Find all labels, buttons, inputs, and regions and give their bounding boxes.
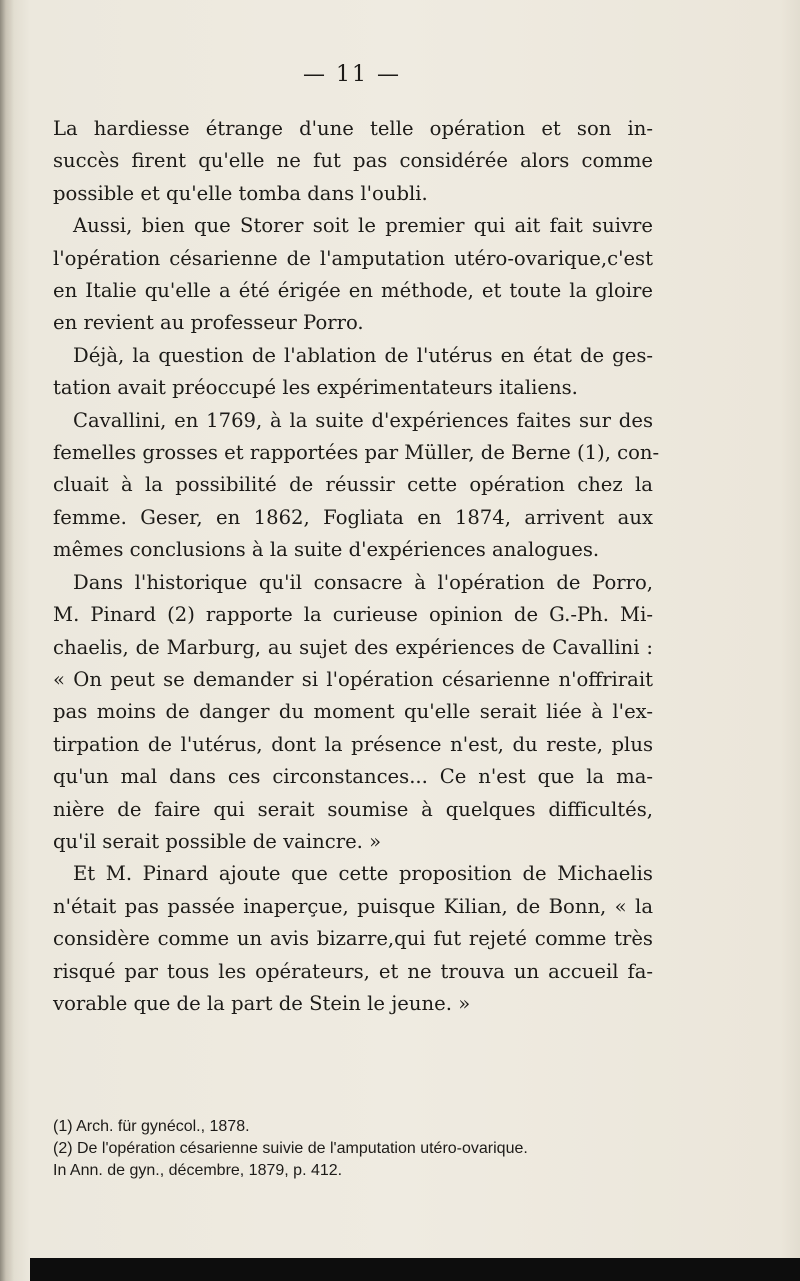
text-line: pas moins de danger du moment qu'elle serait liée à l'ex-: [53, 700, 653, 724]
body-text: [53, 113, 660, 1020]
text-line: chaelis, de Marburg, au sujet des expériences de Cavallini :: [53, 635, 653, 659]
text-line: femelles grosses et rapportées par Müller, de Berne (1), con-: [53, 441, 660, 465]
binding-edge-shadow: [0, 0, 14, 1281]
text-line: Déjà, la question de l'ablation de l'utérus en état de ges-: [73, 343, 653, 367]
text-line: qu'il serait possible de vaincre. »: [53, 829, 382, 853]
text-line: Aussi, bien que Storer soit le premier qui ait fait suivre: [73, 214, 653, 238]
text-line: « On peut se demander si l'opération césarienne n'offrirait: [53, 667, 653, 691]
text-line: en revient au professeur Porro.: [53, 311, 364, 335]
text-line: femme. Geser, en 1862, Fogliata en 1874, arrivent aux: [53, 505, 653, 529]
text-line: Cavallini, en 1769, à la suite d'expériences faites sur des: [73, 408, 653, 432]
text-line: Et M. Pinard ajoute que cette proposition de Michaelis: [73, 862, 653, 886]
text-line: M. Pinard (2) rapporte la curieuse opinion de G.-Ph. Mi-: [53, 603, 653, 627]
text-line: possible et qu'elle tomba dans l'oubli.: [53, 181, 428, 205]
text-line: considère comme un avis bizarre,qui fut rejeté comme très: [53, 927, 653, 951]
text-line: n'était pas passée inaperçue, puisque Kilian, de Bonn, « la: [53, 894, 653, 918]
text-line: qu'un mal dans ces circonstances... Ce n'est que la ma-: [53, 765, 653, 789]
text-line: succès firent qu'elle ne fut pas considérée alors comme: [53, 149, 653, 173]
text-line: risqué par tous les opérateurs, et ne trouva un accueil fa-: [53, 959, 653, 983]
text-line: tation avait préoccupé les expérimentateurs italiens.: [53, 376, 578, 400]
page-number: — 11 —: [303, 62, 401, 87]
text-line: l'opération césarienne de l'amputation utéro-ovarique,c'est: [53, 246, 653, 270]
text-line: en Italie qu'elle a été érigée en méthode, et toute la gloire: [53, 279, 653, 303]
footnote-2-continued: In Ann. de gyn., décembre, 1879, p. 412.: [53, 1162, 343, 1179]
text-line: cluait à la possibilité de réussir cette opération chez la: [53, 473, 653, 497]
footnotes: [53, 1116, 713, 1182]
text-line: tirpation de l'utérus, dont la présence n'est, du reste, plus: [53, 732, 653, 756]
text-line: vorable que de la part de Stein le jeune. »: [53, 991, 471, 1015]
text-line: Dans l'historique qu'il consacre à l'opération de Porro,: [73, 570, 653, 594]
text-line: La hardiesse étrange d'une telle opération et son in-: [53, 117, 653, 140]
text-line: mêmes conclusions à la suite d'expériences analogues.: [53, 538, 600, 562]
footnote-1: (1) Arch. für gynécol., 1878.: [53, 1118, 250, 1135]
text-line: nière de faire qui serait soumise à quelques difficultés,: [53, 797, 653, 821]
scan-bottom-edge: [30, 1258, 800, 1281]
footnote-2: (2) De l'opération césarienne suivie de l'amputation utéro-ovarique.: [53, 1140, 528, 1157]
